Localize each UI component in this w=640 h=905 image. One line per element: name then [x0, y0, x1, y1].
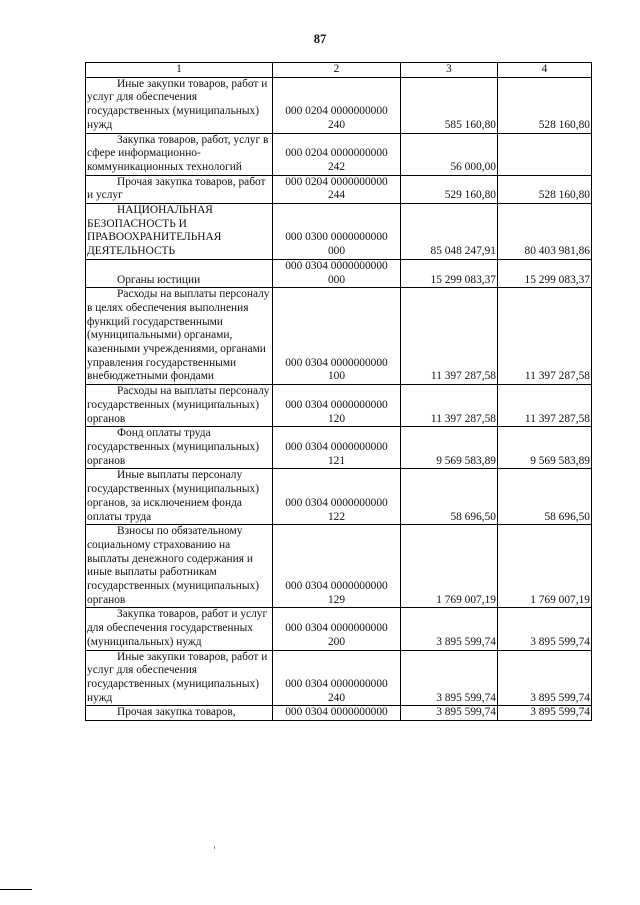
row-code — [273, 385, 401, 427]
row-name: Закупка товаров, работ и услуг для обеспечения государственных (муниципальных) нужд — [86, 608, 273, 650]
row-code — [273, 77, 401, 133]
amount-col3: 585 160,80 — [401, 77, 498, 133]
amount-col3: 58 696,50 — [401, 469, 498, 525]
table-row — [86, 175, 592, 203]
table-row — [86, 706, 592, 721]
row-code — [273, 608, 401, 650]
table-row — [86, 133, 592, 175]
row-code — [273, 469, 401, 525]
amount-col3: 9 569 583,89 — [401, 427, 498, 469]
amount-col4: 58 696,50 — [498, 469, 592, 525]
classification-code: 000 0204 0000000000 — [285, 147, 388, 160]
row-name: Иные выплаты персоналу государственных (муниципальных) органов, за исключением фонда оплаты труда — [86, 469, 273, 525]
row-name: НАЦИОНАЛЬНАЯ БЕЗОПАСНОСТЬ И ПРАВООХРАНИТЕЛЬНАЯ ДЕЯТЕЛЬНОСТЬ — [86, 204, 273, 260]
amount-col4: 80 403 981,86 — [498, 204, 592, 260]
classification-code: 000 0304 0000000000 — [285, 677, 388, 690]
table-row — [86, 525, 592, 608]
row-code — [273, 259, 401, 287]
amount-col4: 3 895 599,74 — [498, 706, 592, 721]
row-name: Органы юстиции — [86, 259, 273, 287]
row-code — [273, 525, 401, 608]
row-name: Прочая закупка товаров, — [86, 706, 273, 721]
amount-col4 — [498, 133, 592, 175]
expense-type-code: 200 — [327, 635, 346, 648]
expense-type-code: 129 — [327, 593, 346, 606]
table-row — [86, 77, 592, 133]
classification-code: 000 0304 0000000000 — [285, 496, 388, 509]
classification-code: 000 0304 0000000000 — [285, 622, 388, 635]
footnote-rule — [0, 889, 32, 890]
amount-col3: 56 000,00 — [401, 133, 498, 175]
expense-type-code: 122 — [327, 510, 346, 523]
budget-table — [85, 62, 592, 721]
table-row — [86, 469, 592, 525]
table-row — [86, 204, 592, 260]
amount-col4: 9 569 583,89 — [498, 427, 592, 469]
classification-code: 000 0204 0000000000 — [285, 175, 388, 188]
table-row — [86, 288, 592, 385]
row-code — [273, 288, 401, 385]
row-name: Фонд оплаты труда государственных (муниципальных) органов — [86, 427, 273, 469]
expense-type-code: 000 — [327, 245, 346, 258]
amount-col4: 3 895 599,74 — [498, 608, 592, 650]
row-code — [273, 175, 401, 203]
table-row — [86, 608, 592, 650]
amount-col3: 3 895 599,74 — [401, 706, 498, 721]
expense-type-code: 120 — [327, 412, 346, 425]
amount-col3: 15 299 083,37 — [401, 259, 498, 287]
amount-col4: 1 769 007,19 — [498, 525, 592, 608]
table-row — [86, 259, 592, 287]
classification-code: 000 0304 0000000000 — [285, 398, 388, 411]
amount-col4: 11 397 287,58 — [498, 385, 592, 427]
row-code — [273, 650, 401, 706]
amount-col3: 85 048 247,91 — [401, 204, 498, 260]
amount-col4: 3 895 599,74 — [498, 650, 592, 706]
row-name: Закупка товаров, работ, услуг в сфере информационно-коммуникационных технологий — [86, 133, 273, 175]
expense-type-code: 121 — [327, 454, 346, 467]
amount-col3: 3 895 599,74 — [401, 608, 498, 650]
column-header-3: 3 — [401, 63, 498, 78]
classification-code: 000 0304 0000000000 — [285, 580, 388, 593]
amount-col4: 528 160,80 — [498, 77, 592, 133]
row-name: Расходы на выплаты персоналу в целях обеспечения выполнения функций государственными (муниципальными) органами, казенными учреждениями, органами управления государственными внебюджетными фондами — [86, 288, 273, 385]
row-name: Иные закупки товаров, работ и услуг для обеспечения государственных (муниципальных) нужд — [86, 77, 273, 133]
classification-code: 000 0300 0000000000 — [285, 231, 388, 244]
amount-col3: 11 397 287,58 — [401, 288, 498, 385]
amount-col4: 11 397 287,58 — [498, 288, 592, 385]
classification-code: 000 0204 0000000000 — [285, 105, 388, 118]
scan-speck — [214, 846, 215, 849]
header-row — [86, 63, 592, 78]
expense-type-code: 242 — [327, 160, 346, 173]
row-name: Прочая закупка товаров, работ и услуг — [86, 175, 273, 203]
expense-type-code: 240 — [327, 691, 346, 704]
classification-code: 000 0304 0000000000 — [285, 356, 388, 369]
column-header-1: 1 — [86, 63, 273, 78]
amount-col4: 528 160,80 — [498, 175, 592, 203]
row-name: Взносы по обязательному социальному страхованию на выплаты денежного содержания и иные выплаты работникам государственных (муниципальных) органов — [86, 525, 273, 608]
column-header-4: 4 — [498, 63, 592, 78]
row-code — [273, 427, 401, 469]
classification-code: 000 0304 0000000000 — [285, 706, 388, 719]
expense-type-code: 240 — [327, 118, 346, 131]
row-code — [273, 204, 401, 260]
table-row — [86, 427, 592, 469]
page-number: 87 — [313, 32, 327, 46]
table-row — [86, 385, 592, 427]
classification-code: 000 0304 0000000000 — [285, 259, 388, 272]
expense-type-code: 100 — [327, 370, 346, 383]
amount-col3: 1 769 007,19 — [401, 525, 498, 608]
column-header-2: 2 — [273, 63, 401, 78]
classification-code: 000 0304 0000000000 — [285, 440, 388, 453]
amount-col3: 3 895 599,74 — [401, 650, 498, 706]
row-name: Иные закупки товаров, работ и услуг для обеспечения государственных (муниципальных) нужд — [86, 650, 273, 706]
row-code — [273, 133, 401, 175]
amount-col4: 15 299 083,37 — [498, 259, 592, 287]
expense-type-code: 000 — [327, 273, 346, 286]
row-code — [273, 706, 401, 721]
amount-col3: 529 160,80 — [401, 175, 498, 203]
amount-col3: 11 397 287,58 — [401, 385, 498, 427]
expense-type-code: 244 — [327, 189, 346, 202]
row-name: Расходы на выплаты персоналу государственных (муниципальных) органов — [86, 385, 273, 427]
table-row — [86, 650, 592, 706]
